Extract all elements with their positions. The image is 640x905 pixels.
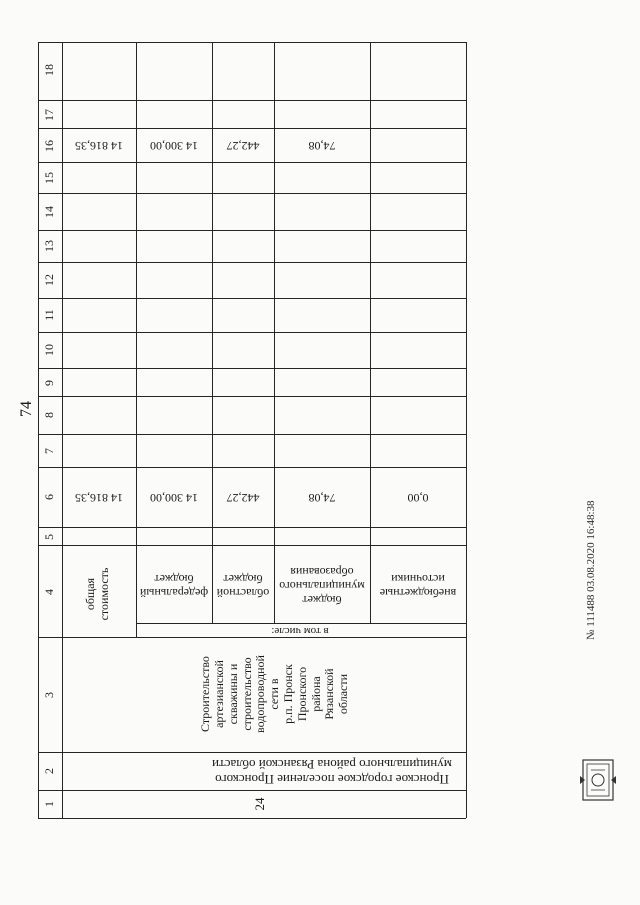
table-line <box>38 527 466 528</box>
table-line <box>38 193 466 194</box>
table-line <box>136 623 137 637</box>
col-number: 12 <box>42 274 57 286</box>
table-line <box>38 434 466 435</box>
col-number: 15 <box>42 172 57 184</box>
coat-of-arms-icon <box>577 752 619 808</box>
table-line <box>38 262 466 263</box>
col-number: 10 <box>42 344 57 356</box>
col-number: 17 <box>42 109 57 121</box>
table-line <box>38 332 466 333</box>
col-number: 6 <box>42 494 57 500</box>
col-number: 9 <box>42 380 57 386</box>
source-label: областной бюджет <box>216 572 270 600</box>
page-number: 74 <box>18 401 35 417</box>
value-col16: 14 300,00 <box>150 138 198 153</box>
table-line <box>38 100 466 101</box>
row-number: 24 <box>251 797 267 811</box>
col-number: 4 <box>42 589 57 595</box>
table-line <box>38 368 466 369</box>
table-line <box>38 545 466 546</box>
source-label: федеральный бюджет <box>139 572 209 600</box>
table-line <box>38 42 466 43</box>
source-label: общая стоимость <box>83 567 111 621</box>
table-line <box>212 42 213 623</box>
col-number: 3 <box>42 692 57 698</box>
value-col6: 74,08 <box>308 490 336 505</box>
col-number: 13 <box>42 240 57 252</box>
table-line <box>274 42 275 623</box>
value-col16 <box>370 131 466 159</box>
col-number: 2 <box>42 768 57 774</box>
value-col6: 0,00 <box>407 490 429 505</box>
col-number: 14 <box>42 206 57 218</box>
col-number: 8 <box>42 412 57 418</box>
col-number: 11 <box>42 309 57 321</box>
source-label: бюджет муниципального образования <box>279 565 365 607</box>
table-line <box>38 298 466 299</box>
col-number: 5 <box>42 534 57 540</box>
col-number: 16 <box>42 140 57 152</box>
in-total-label: в том числе: <box>271 624 329 637</box>
table-line <box>38 396 466 397</box>
value-col16: 442,27 <box>226 138 260 153</box>
col-number: 7 <box>42 448 57 454</box>
value-col16: 74,08 <box>308 138 336 153</box>
table-line <box>38 162 466 163</box>
table-line <box>370 42 371 623</box>
col-number: 1 <box>42 801 57 807</box>
municipality-name: Пронское городское поселение Пронского муниципального района Рязанской области <box>212 757 452 787</box>
table-line <box>38 230 466 231</box>
source-label: внебюджетные источники <box>379 572 457 600</box>
project-description: Строительство артезианской скважины и строительство водопроводной сети в р.п. Пронск Пронского района Рязанской области <box>198 655 351 733</box>
value-col6: 14 816,35 <box>75 490 123 505</box>
document-stamp: № 111488 03.08.2020 16:48:38 <box>585 500 597 640</box>
value-col16: 14 816,35 <box>75 138 123 153</box>
value-col6: 14 300,00 <box>150 490 198 505</box>
table-line <box>466 42 467 818</box>
col-number: 18 <box>42 64 57 76</box>
value-col6: 442,27 <box>226 490 260 505</box>
table-line <box>38 128 466 129</box>
table-line <box>38 467 466 468</box>
